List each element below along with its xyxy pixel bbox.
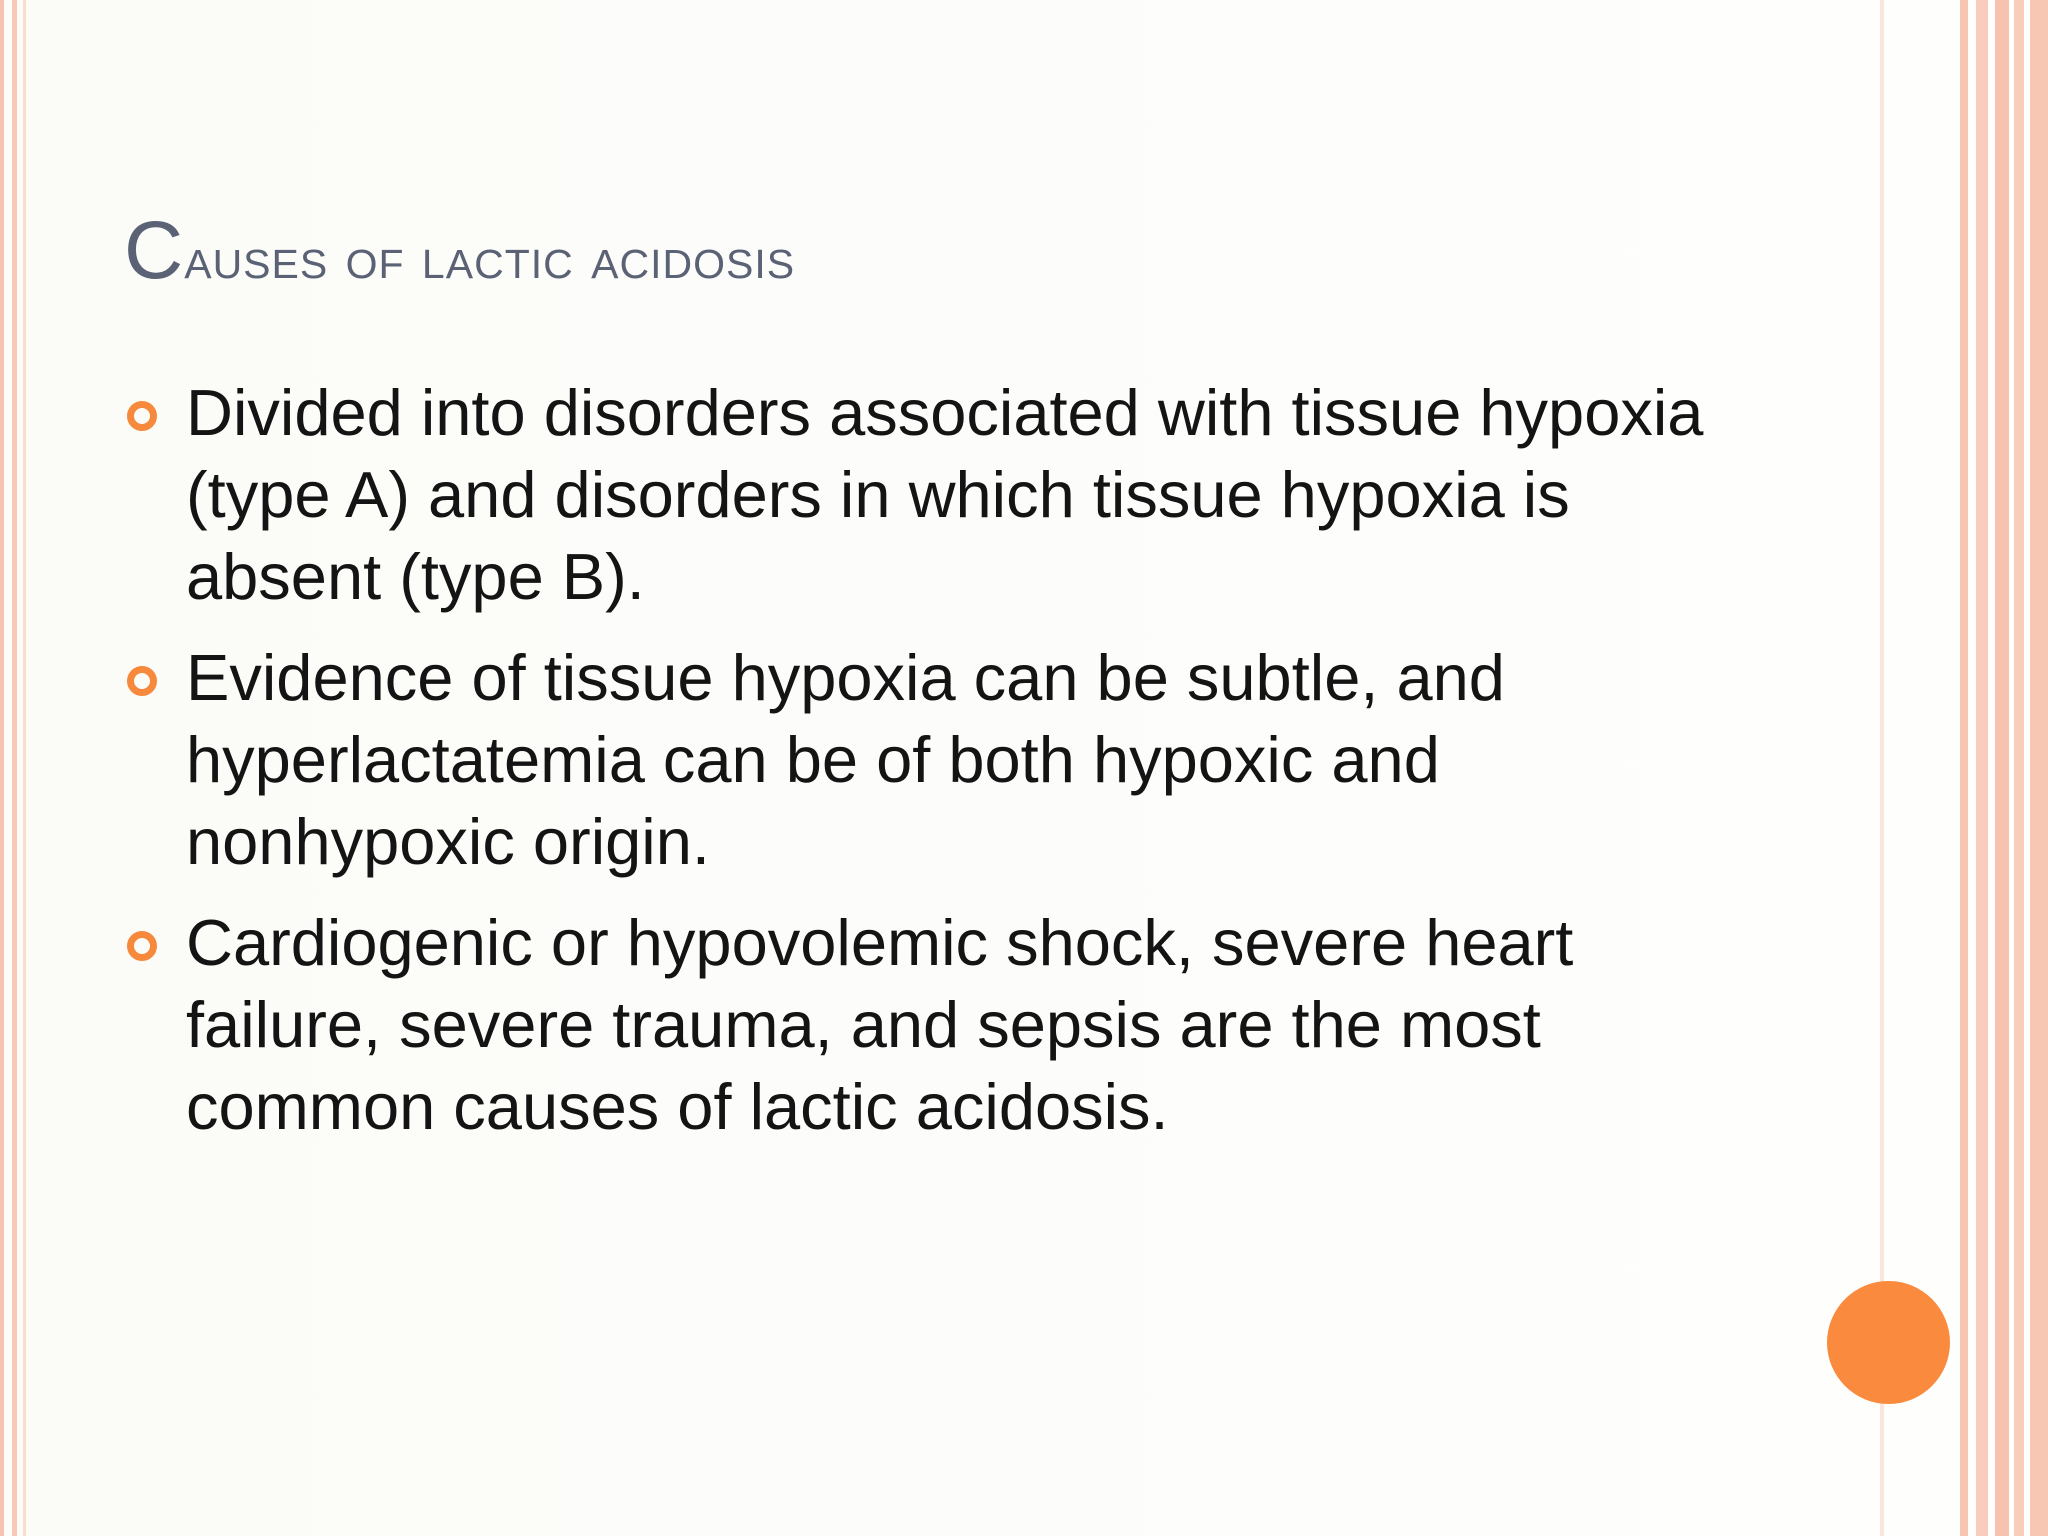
right-border-stripe xyxy=(2030,0,2048,1536)
hollow-circle-bullet-icon xyxy=(127,666,157,696)
left-border-stripe xyxy=(23,0,26,1536)
bullet-item xyxy=(124,372,1744,618)
right-border-stripe xyxy=(1976,0,1988,1536)
bullet-text: Evidence of tissue hypoxia can be subtle, and hyperlactatemia can be of both hypoxic and nonhypoxic origin. xyxy=(186,641,1505,878)
bullet-text: Cardiogenic or hypovolemic shock, severe heart failure, severe trauma, and sepsis are the most common causes of lactic acidosis. xyxy=(186,906,1574,1143)
left-border-stripe xyxy=(0,0,4,1536)
bullet-item xyxy=(124,637,1744,883)
orange-circle-decoration xyxy=(1827,1281,1950,1404)
slide-title-rest: auses of lactic acidosis xyxy=(184,225,796,291)
slide-title xyxy=(124,205,796,296)
right-border-stripe xyxy=(1995,0,2009,1536)
slide-title-initial: C xyxy=(124,205,185,296)
hollow-circle-bullet-icon xyxy=(127,931,157,961)
left-border-stripe xyxy=(12,0,17,1536)
hollow-circle-bullet-icon xyxy=(127,401,157,431)
right-border-stripe xyxy=(2014,0,2024,1536)
bullet-item xyxy=(124,902,1744,1148)
bullet-text: Divided into disorders associated with tissue hypoxia (type A) and disorders in which tissue hypoxia is absent (type B). xyxy=(186,376,1704,613)
right-border-stripe xyxy=(1960,0,1968,1536)
bullet-list xyxy=(124,372,1744,1167)
